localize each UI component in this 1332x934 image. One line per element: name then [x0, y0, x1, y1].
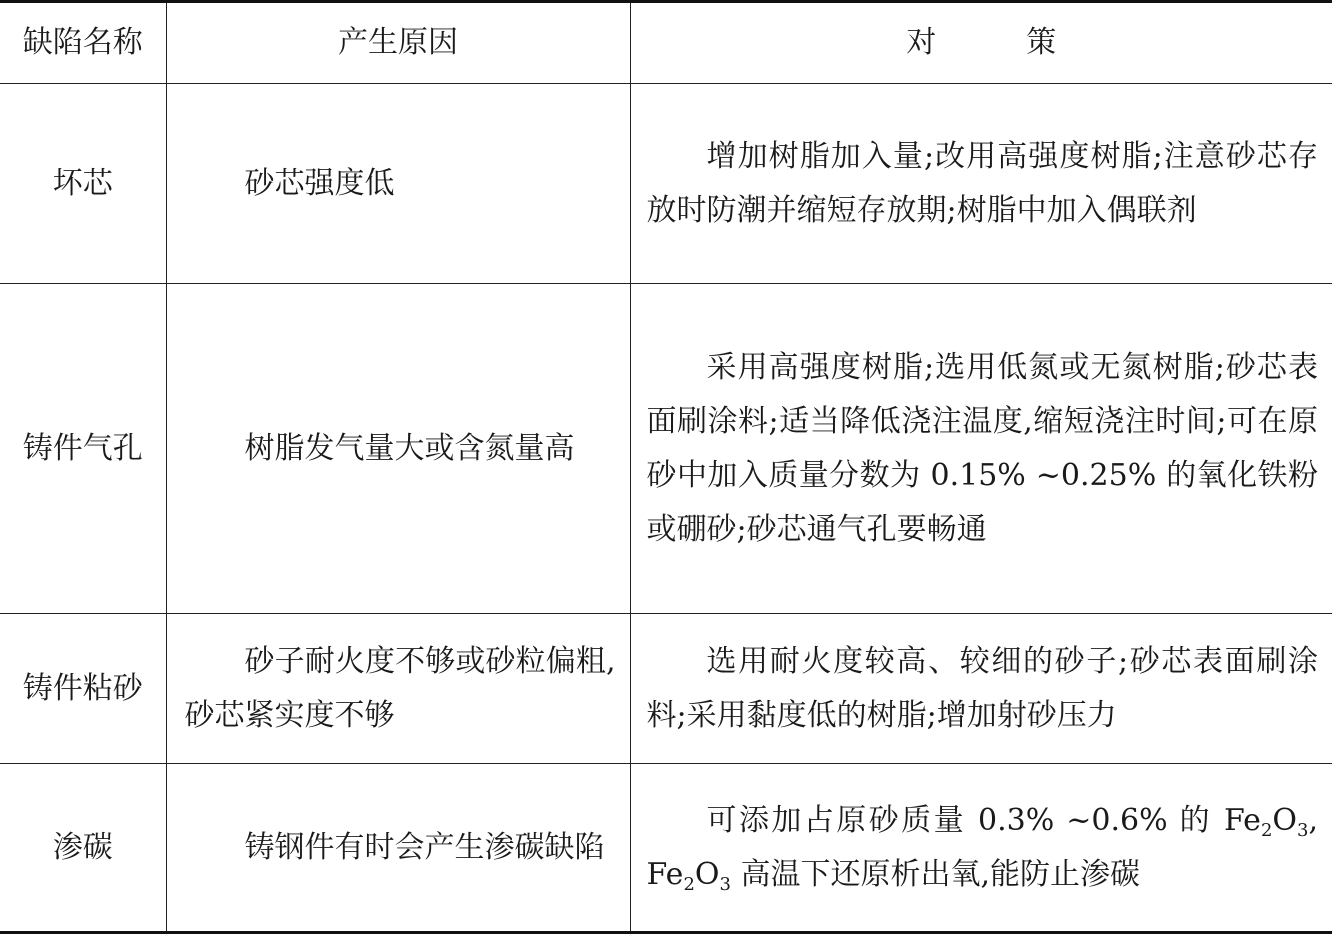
- measure-cell: [630, 764, 1332, 933]
- cause-cell: [166, 764, 630, 933]
- cause-text: 砂芯强度低: [244, 165, 395, 201]
- table-row: [0, 84, 1332, 284]
- measure-text: 选用耐火度较高、较细的砂子;砂芯表面刷涂料;采用黏度低的树脂;增加射砂压力: [646, 643, 1318, 733]
- measure-text-part: , Fe: [646, 802, 1318, 892]
- measure-text: [647, 794, 1319, 902]
- measure-cell: [630, 614, 1332, 764]
- defect-name-cell: 铸件粘砂: [0, 614, 166, 764]
- cause-cell: [166, 84, 630, 284]
- defect-name-cell: 铸件气孔: [0, 284, 166, 614]
- subscript: 2: [1260, 819, 1273, 841]
- table-row: [0, 614, 1332, 764]
- header-cause: 产生原因: [166, 2, 630, 84]
- cause-cell: [166, 284, 630, 614]
- table-row: [0, 764, 1332, 933]
- defect-name-cell: 坏芯: [0, 84, 166, 284]
- measure-cell: [630, 284, 1332, 614]
- header-defect-name: 缺陷名称: [0, 2, 166, 84]
- subscript: 2: [683, 873, 695, 895]
- measure-text-part: 高温下还原析出氧,能防止渗碳: [730, 856, 1141, 892]
- header-measure-char-2: 策: [1026, 25, 1057, 60]
- cause-text: 铸钢件有时会产生渗碳缺陷: [244, 829, 605, 865]
- cause-text: 砂子耐火度不够或砂粒偏粗,砂芯紧实度不够: [184, 643, 616, 733]
- measure-text-part: O: [1272, 802, 1297, 838]
- measure-text: 增加树脂加入量;改用高强度树脂;注意砂芯存放时防潮并缩短存放期;树脂中加入偶联剂: [646, 138, 1318, 228]
- measure-cell: [630, 84, 1332, 284]
- measure-text-part: O: [694, 856, 720, 892]
- table-row: [0, 284, 1332, 614]
- measure-text-part: 可添加占原砂质量 0.3% ~0.6% 的 Fe: [706, 802, 1261, 838]
- subscript: 3: [719, 873, 731, 895]
- subscript: 3: [1297, 819, 1309, 841]
- cause-cell: [166, 614, 630, 764]
- table-header-row: [0, 2, 1332, 84]
- measure-text: 采用高强度树脂;选用低氮或无氮树脂;砂芯表面刷涂料;适当降低浇注温度,缩短浇注时间;可在原砂中加入质量分数为 0.15% ~0.25% 的氧化铁粉或硼砂;砂芯通气孔要畅通: [646, 349, 1318, 547]
- header-measure: [630, 2, 1332, 84]
- defect-name-cell: 渗碳: [0, 764, 166, 933]
- cause-text: 树脂发气量大或含氮量高: [244, 430, 575, 466]
- header-measure-char-1: 对: [906, 25, 937, 60]
